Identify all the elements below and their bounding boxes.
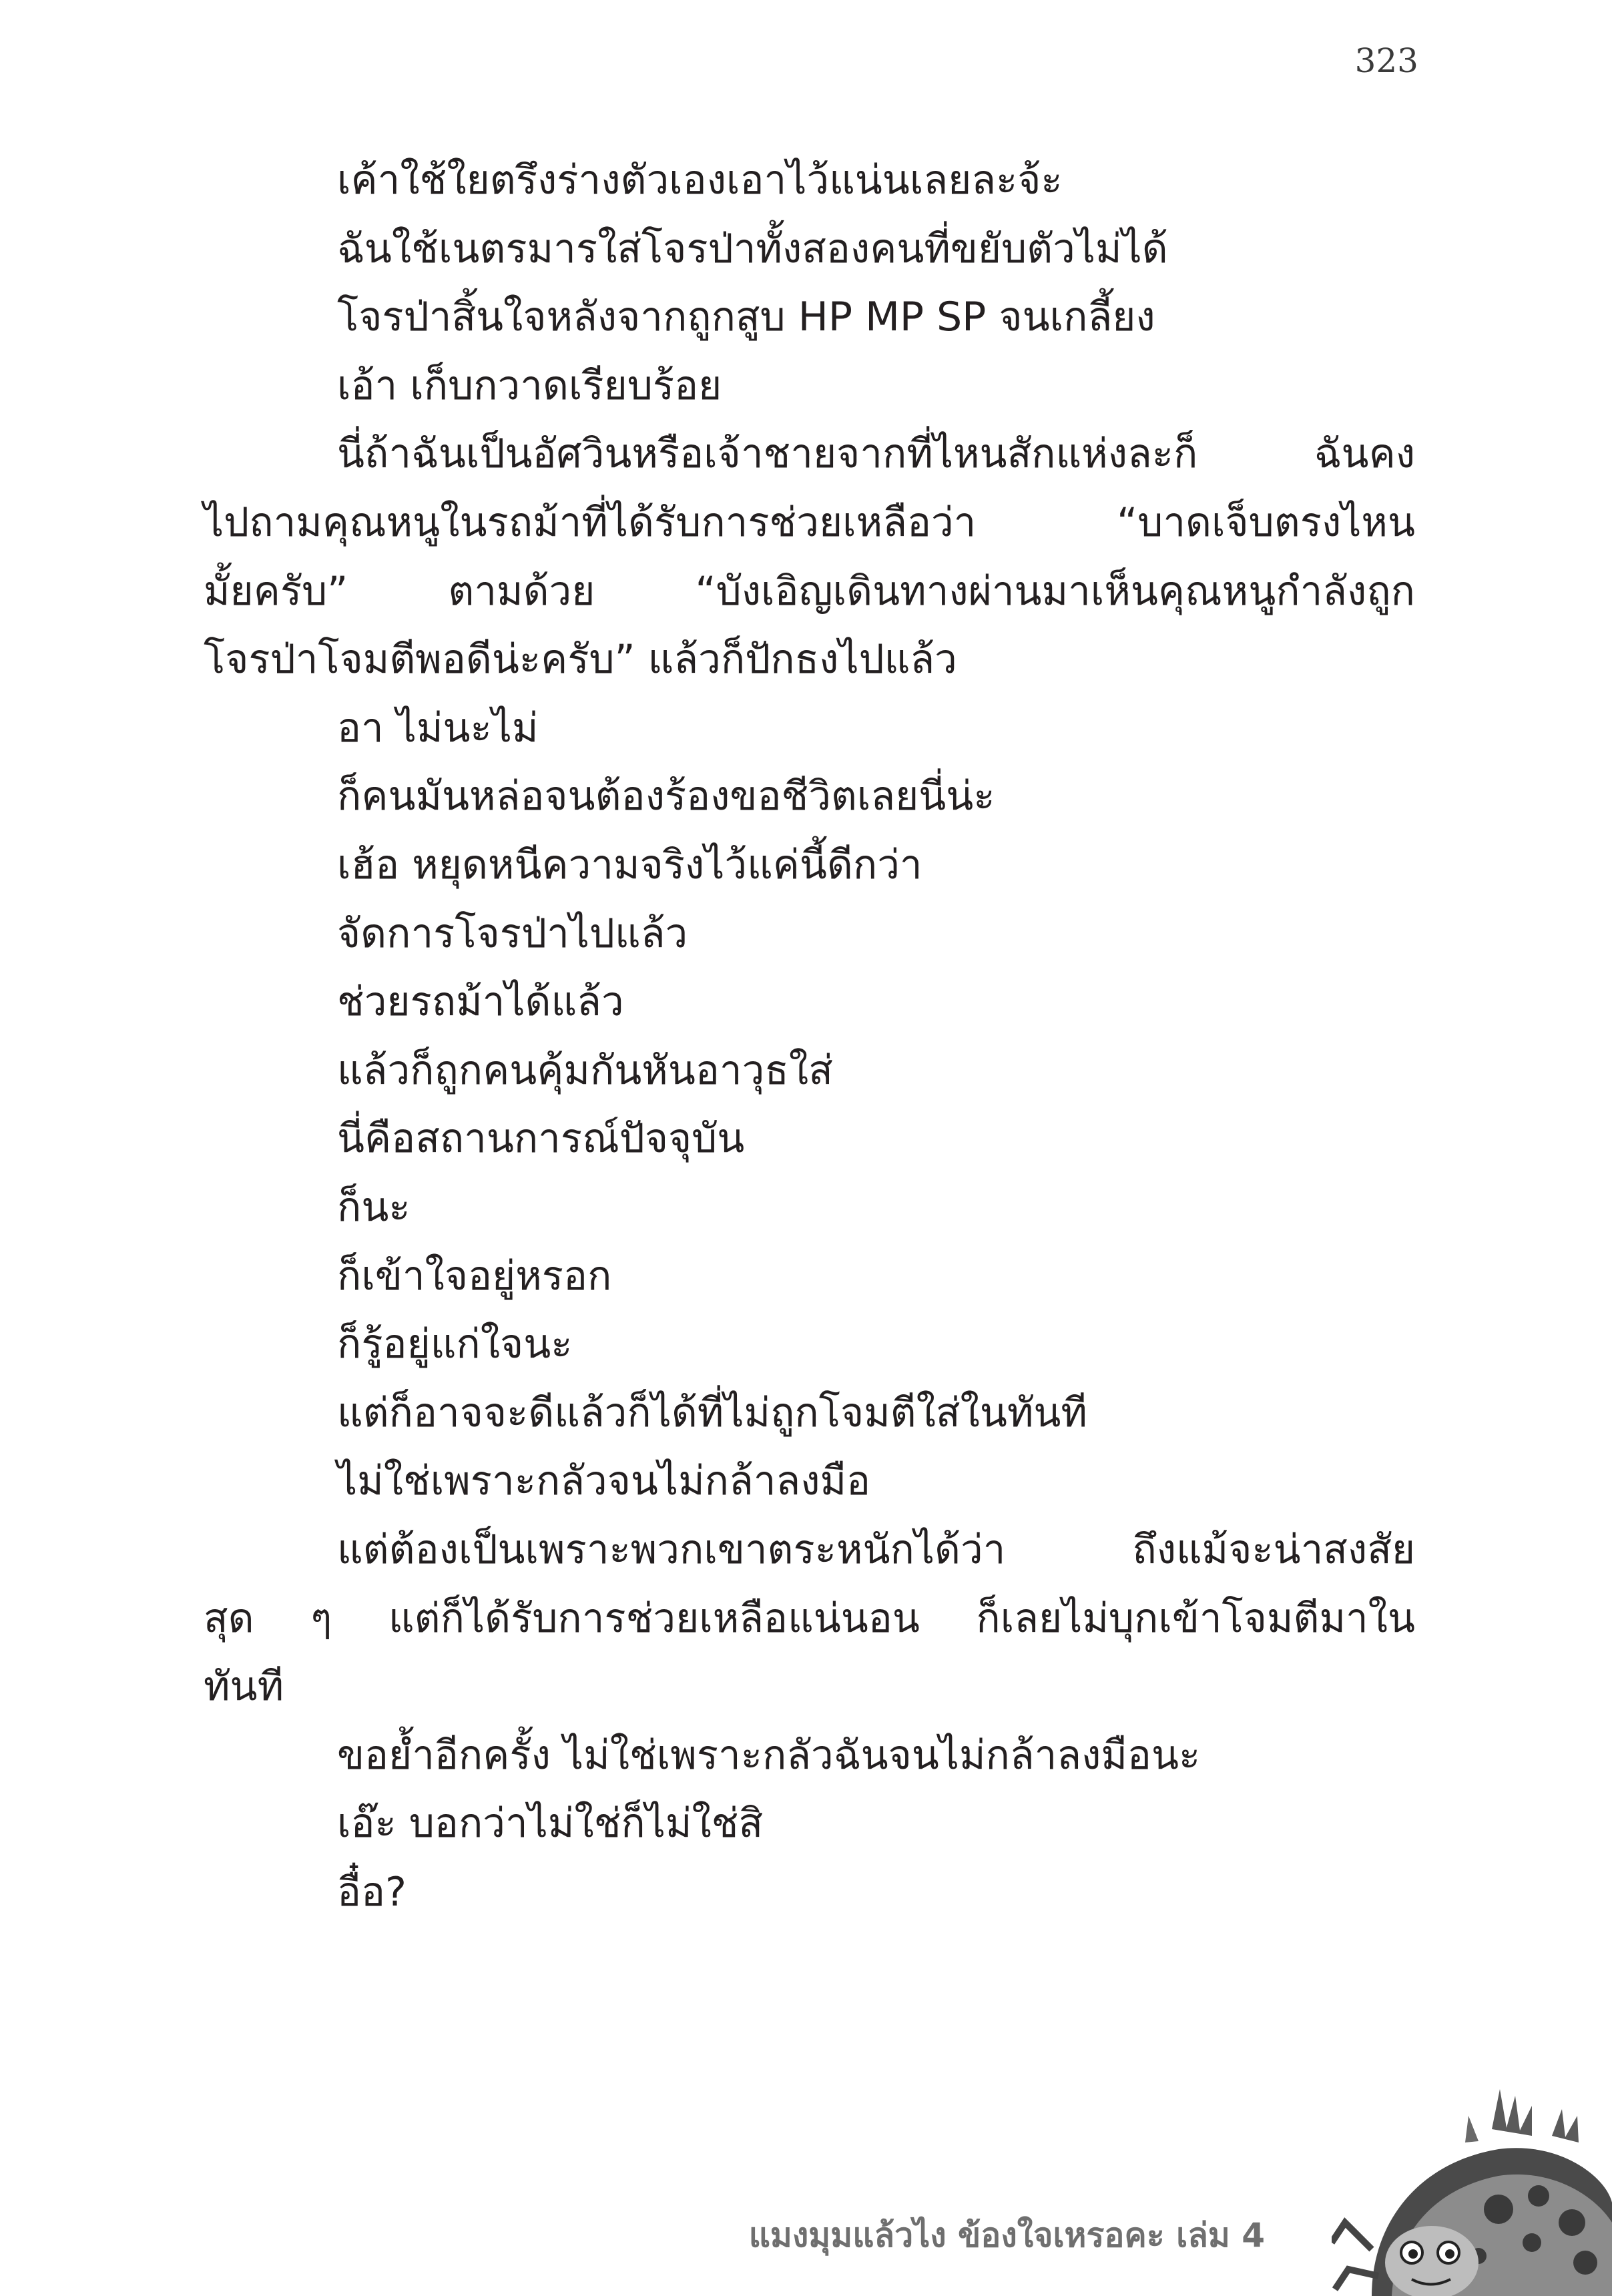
text-line: นี่คือสถานการณ์ปัจจุบัน: [337, 1115, 745, 1163]
text-line: เฮ้อ หยุดหนีความจริงไว้แค่นี้ดีกว่า: [337, 842, 922, 888]
text-line: สุด ๆ แต่ก็ได้รับการช่วยเหลือแน่นอน ก็เลยไม่บุกเข้าโจมตีมาใน: [204, 1595, 1415, 1642]
text-line: แล้วก็ถูกคนคุ้มกันหันอาวุธใส่: [337, 1047, 833, 1094]
text-line: เอ๊ะ บอกว่าไม่ใช่ก็ไม่ใช่สิ: [337, 1800, 764, 1847]
text-line: ทันที: [204, 1663, 284, 1711]
text-line: เอ้า เก็บกวาดเรียบร้อย: [337, 362, 722, 409]
text-line: โจรป่าสิ้นใจหลังจากถูกสูบ HP MP SP จนเกลี้ยง: [337, 294, 1155, 341]
footer-title: แมงมุมแล้วไง ข้องใจเหรอคะ เล่ม 4: [748, 2216, 1265, 2255]
text-line: โจรป่าโจมตีพอดีน่ะครับ” แล้วก็ปักธงไปแล้ว: [204, 636, 957, 683]
text-line: ก็คนมันหล่อจนต้องร้องขอชีวิตเลยนี่น่ะ: [337, 773, 995, 820]
text-line: มั้ยครับ” ตามด้วย “บังเอิญเดินทางผ่านมาเห็นคุณหนูกำลังถูก: [204, 567, 1415, 615]
text-line: นี่ถ้าฉันเป็นอัศวินหรือเจ้าชายจากที่ไหนสักแห่งละก็ ฉันคง: [337, 431, 1415, 478]
text-line: ก็รู้อยู่แก่ใจนะ: [337, 1321, 573, 1368]
text-line: ก็เข้าใจอยู่หรอก: [337, 1252, 612, 1300]
text-line: ไปถามคุณหนูในรถม้าที่ได้รับการช่วยเหลือว่า “บาดเจ็บตรงไหน: [204, 499, 1415, 546]
text-line: เค้าใช้ใยตรึงร่างตัวเองเอาไว้แน่นเลยละจ้ะ: [337, 157, 1063, 204]
text-line: แต่ก็อาจจะดีแล้วก็ได้ที่ไม่ถูกโจมตีใส่ในทันที: [337, 1389, 1087, 1436]
text-line: แต่ต้องเป็นเพราะพวกเขาตระหนักได้ว่า ถึงแม้จะน่าสงสัย: [337, 1526, 1415, 1573]
text-line: จัดการโจรป่าไปแล้ว: [337, 910, 688, 957]
text-line: ขอย้ำอีกครั้ง ไม่ใช่เพราะกลัวฉันจนไม่กล้าลงมือนะ: [337, 1731, 1201, 1779]
text-line: อา ไม่นะไม่: [337, 704, 539, 752]
text-line: ไม่ใช่เพราะกลัวจนไม่กล้าลงมือ: [337, 1458, 871, 1505]
spider-mascot-illustration: [1332, 2089, 1612, 2296]
text-line: ฉันใช้เนตรมารใส่โจรป่าทั้งสองคนที่ขยับตัวไม่ได้: [337, 225, 1168, 272]
page-number: 323: [1354, 41, 1418, 80]
text-line: ช่วยรถม้าได้แล้ว: [337, 978, 624, 1026]
text-line: อื๋อ?: [337, 1869, 407, 1916]
text-line: ก็นะ: [337, 1184, 411, 1231]
